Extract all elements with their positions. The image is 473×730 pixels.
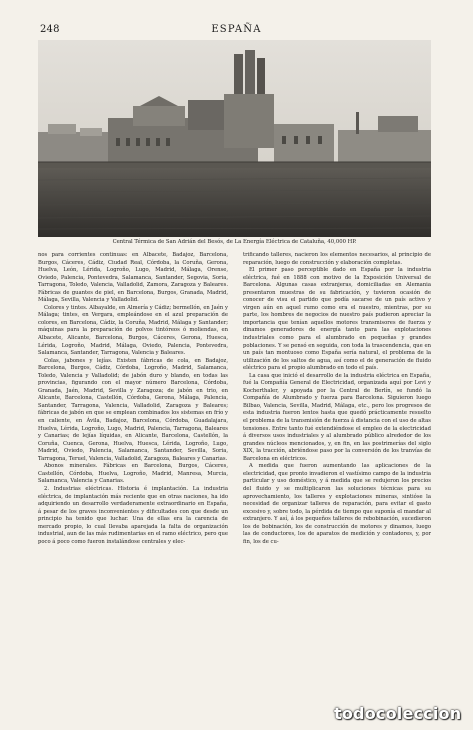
paragraph: El primer paso perceptible dado en España por la industria eléctrica, fué en 1888 con motivo de la Exposición Universal de Barcelona. Algunas casas extranjeras, domiciliadas en Alemania presentaron muestras de su fabricación, y tuvieron ocasión de conocer de visu el partido que podía sacarse de un país activo y virgen aún en aquel rumo como era el nuestro, mientras, por su parte, los hombres de negocios de nuestro país pudieron apreciar la importancia que tenían aquellos motores transmisores de fuerza y dinamos generadores de energía tanto para las explotaciones industriales como para el alumbrado en pequeñas y grandes poblaciones. Y se pensó en seguida, con toda la trascendencia, que en un país tan montuoso como España sería natural, el problema de la utilización de los saltos de agua, así como el de generación de fluido eléctrico para el propio alumbrado en todo el país. — [243, 267, 431, 372]
text-column-right — [243, 252, 431, 662]
power-plant-illustration — [38, 40, 431, 237]
power-plant-photo — [38, 40, 431, 237]
text-column-left — [38, 252, 228, 662]
paragraph: trificando talleres, nacieron los elementos necesarios, al principio de reparación, luego de construcción y elaboración completas. — [243, 252, 431, 266]
running-title: ESPAÑA — [211, 24, 262, 35]
paragraph: Colas, jabones y lejías. Existen fábricas de cola, en Badajoz, Barcelona, Burgos, Cádiz, Córdoba, Logroño, Madrid, Salamanca, Toledo, Valencia y Valladolid; de jabón duro y blando, en todas las provincias, figurando con el mayor número Barcelona, Córdoba, Granada, Jaén, Madrid, Sevilla y Zaragoza; de jabón en trio, en Alicante, Barcelona, Castellón, Córdoba, Gerona, Málaga, Palencia, Santander, Tarragona, Valencia, Valladolid, Zaragoza y Baleares; fábricas de jabón en que se emplean combinados los sistemas en frío y en caliente, en Ávila, Badajoz, Barcelona, Córdoba, Guadalajara, Huelva, Lérida, Logroño, Lugo, Madrid, Palencia, Tarragona, Baleares y Canarias; de lejías líquidas, en Alicante, Barcelona, Castellón, la Coruña, Cuenca, Gerona, Huelva, Huesca, Lérida, Logroño, Lugo, Madrid, Oviedo, Palencia, Salamanca, Santander, Sevilla, Soria, Tarragona, Teruel, Valencia, Valladolid, Zaragoza, Baleares y Canarias. — [38, 357, 228, 462]
paragraph: A medida que fueron aumentando las aplicaciones de la electricidad, que pronto invadieron el vastísimo campo de la industria particular y uso doméstico, y á medida que se redujeron los precios del fluido y se multiplicaron las soluciones técnicas para su aprovechamiento, los talleres y explotaciones mineras, sintióse la necesidad de organizar talleres de reparación, para evitar el gasto excesivo y, sobre todo, la pérdida de tiempo que suponía el mandar al extranjero. Y así, á los pequeños talleres de rebobinación, sucedieron los de bobinación, los de construcción de motores y dinamos, luego las de conductores, los de aparatos de medición y contadores, y, por fin, los de cu- — [243, 463, 431, 545]
watermark-logo: todocoleccion — [334, 704, 462, 723]
page-number: 248 — [40, 24, 60, 35]
figure-caption: Central Térmica de San Adrián del Besós, de La Energía Eléctrica de Cataluña, 40,000 HP. — [112, 239, 357, 245]
paragraph: La casa que inició el desarrollo de la industria eléctrica en España, fué la Compañía General de Electricidad, organizada aquí por Levi y Kocherthaler, y apoyada por la Central de Berlín, se fundó la Compañía de Alumbrado y fuerza para Barcelona. Siguieron luego Bilbao, Valencia, Sevilla, Madrid, Málaga, etc., pero los progresos de esta industria fueron lentos hasta que quedó prácticamente resuelto el problema de la transmisión de fuerza á distancia con el uso de altas tensiones. Entre tanto fué extendiéndose el empleo de la electricidad á diversos usos industriales y al alumbrado público alrededor de los grandes núcleos mencionados, y, en fin, en las postrimerías del siglo XIX, la tracción, abriéndose paso por la conversión de los tranvías de Barcelona en eléctricos. — [243, 372, 431, 462]
paragraph: 2. Industrias eléctricas. Historia é implantación. La industria eléctrica, de implantación más reciente que en otras naciones, ha ido adquiriendo un desarrollo verdaderamente extraordinario en España, á pesar de los graves inconvenientes y dificultades con que desde un principio ha tenido que luchar. Una de ellas era la carencia de mercado propio, lo cual llevaba aparejada la falta de organización industrial, aun de las más rudimentarias en el ramo eléctrico, pero que poco á poco como fueron instalándose centrales y elec- — [38, 485, 228, 545]
paragraph: Abonos minerales. Fábricas en Barcelona, Burgos, Cáceres, Castellón, Córdoba, Huelva, Logroño, Madrid, Manresa, Murcia, Salamanca, Valencia y Canarias. — [38, 463, 228, 485]
paragraph: nos para corrientes continuas: en Albacete, Badajoz, Barcelona, Burgos, Cáceres, Cádiz, Ciudad Real, Córdoba, la Coruña, Gerona, Huelva, León, Lérida, Logroño, Lugo, Madrid, Málaga, Orense, Oviedo, Palencia, Pontevedra, Salamanca, Santander, Segovia, Soria, Tarragona, Toledo, Valencia, Valladolid, Zamora, Zaragoza y Baleares. Fábricas de guantes de piel, en Barcelona, Burgos, Granada, Madrid, Málaga, Sevilla, Valencia y Valladolid. — [38, 252, 228, 304]
paragraph: Colores y tintes. Albayalde, en Almería y Cádiz; bermellón, en Jaén y Málaga; tintes, en Vergara, empleándose en el azul preparación de colores, en Barcelona, Cádiz, la Coruña, Madrid, Málaga y Santander; máquinas para la preparación de polvos tintóreos ó moliendas, en Albacete, Alicante, Barcelona, Burgos, Cáceres, Gerona, Huesca, Lérida, Logroño, Madrid, Málaga, Oviedo, Palencia, Pontevedra, Salamanca, Santander, Tarragona, Valencia y Baleares. — [38, 304, 228, 357]
